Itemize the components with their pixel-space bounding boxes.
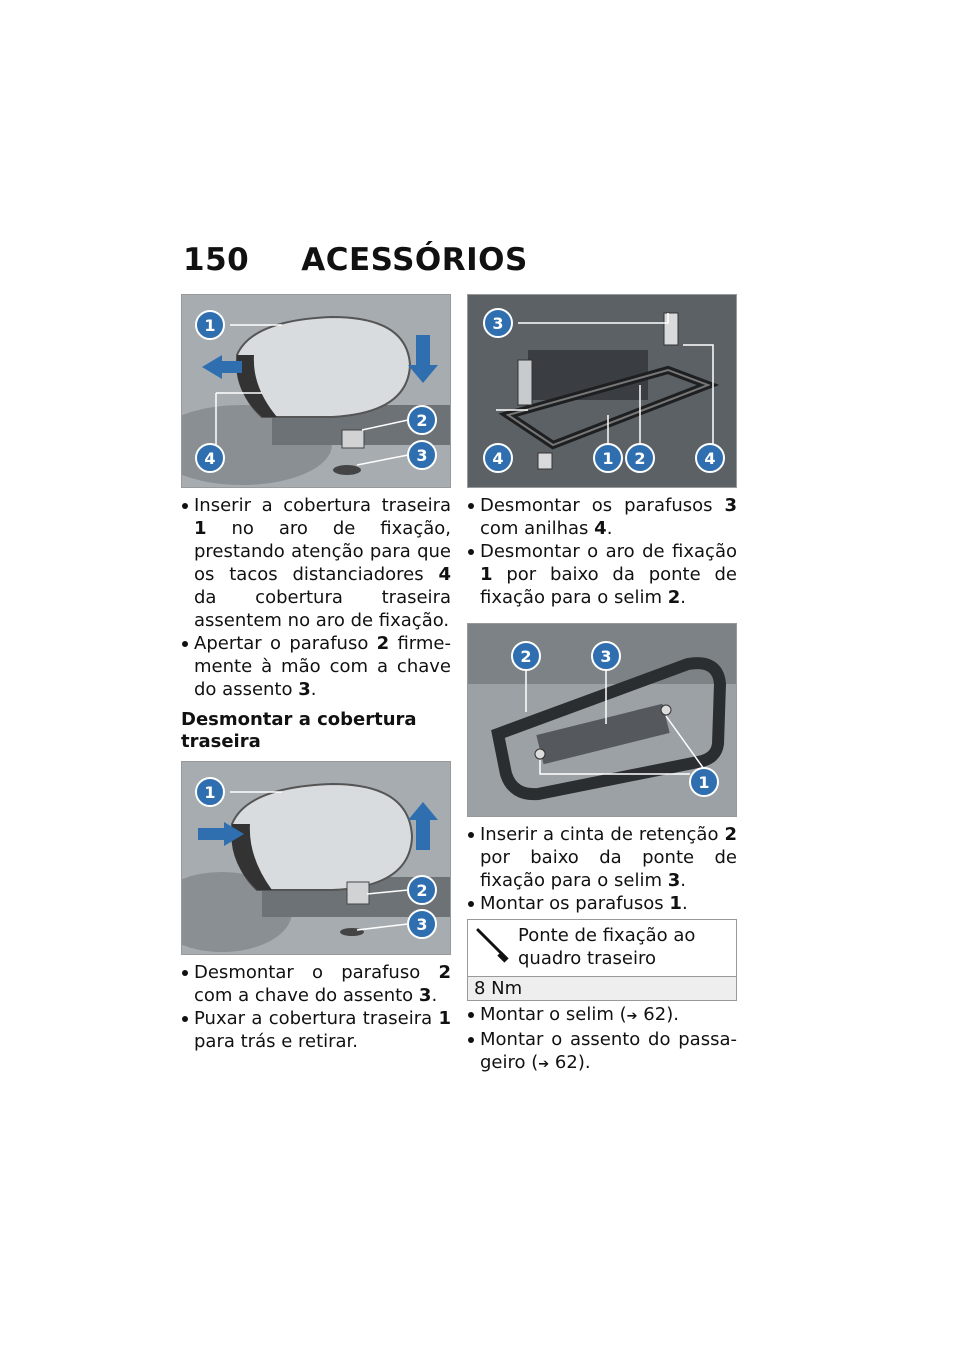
frame-removal-steps (467, 494, 737, 609)
callout-3 (484, 309, 512, 337)
svg-text:3: 3 (600, 647, 612, 666)
figure-retention-strap (467, 623, 737, 817)
page-reference-arrow-icon: ➔ (626, 1009, 638, 1024)
mounting-frame-illustration (468, 295, 736, 487)
page-reference-arrow-icon: ➔ (538, 1057, 550, 1072)
page-number: 150 (183, 242, 250, 278)
svg-text:4: 4 (204, 449, 216, 468)
svg-text:1: 1 (698, 773, 710, 792)
strap-install-steps (467, 823, 737, 915)
callout-1 (690, 768, 718, 796)
callout-2 (408, 876, 436, 904)
callout-3 (408, 441, 436, 469)
final-steps (467, 1003, 737, 1076)
svg-text:2: 2 (634, 449, 646, 468)
page-header (183, 242, 528, 278)
remove-steps (181, 961, 451, 1053)
callout-2 (408, 406, 436, 434)
callout-3 (592, 642, 620, 670)
svg-text:2: 2 (520, 647, 532, 666)
list-item: Puxar a cobertura traseira 1 para trás e retirar. (181, 1007, 451, 1053)
svg-text:1: 1 (204, 316, 216, 335)
callout-3 (408, 910, 436, 938)
svg-text:4: 4 (492, 449, 504, 468)
list-item: Montar o assento do passa-geiro (➔ 62). (467, 1028, 737, 1076)
torque-wrench-icon (474, 924, 518, 970)
svg-text:1: 1 (204, 783, 216, 802)
section-title: ACESSÓRIOS (301, 242, 528, 278)
torque-spec-box (467, 919, 737, 1001)
left-column (181, 294, 451, 1053)
list-item: Apertar o parafuso 2 firme-mente à mão com a chave do assento 3. (181, 632, 451, 701)
callout-1 (196, 778, 224, 806)
callout-4 (484, 444, 512, 472)
list-item: Inserir a cobertura traseira 1 no aro de fixação, prestando atenção para que os tacos distanciadores 4 da cobertura traseira assentem no aro de fixação. (181, 494, 451, 632)
rear-cover-install-illustration (182, 295, 450, 487)
callout-2 (626, 444, 654, 472)
figure-remove-rear-cover (181, 761, 451, 955)
torque-spec-value: 8 Nm (468, 977, 736, 1000)
list-item: Inserir a cinta de retenção 2 por baixo da ponte de fixação para o selim 3. (467, 823, 737, 892)
callout-4 (196, 444, 224, 472)
rear-cover-remove-illustration (182, 762, 450, 954)
retention-strap-illustration (468, 624, 736, 816)
svg-text:3: 3 (416, 446, 428, 465)
callout-2 (512, 642, 540, 670)
list-item: Desmontar os parafusos 3 com anilhas 4. (467, 494, 737, 540)
install-steps (181, 494, 451, 701)
callout-1 (196, 311, 224, 339)
figure-install-rear-cover (181, 294, 451, 488)
svg-text:3: 3 (492, 314, 504, 333)
page-reference[interactable]: 62 (554, 1052, 578, 1073)
svg-text:1: 1 (602, 449, 614, 468)
right-column (467, 294, 737, 1076)
svg-text:4: 4 (704, 449, 716, 468)
subheading: Desmontar a cobertura traseira (181, 709, 417, 752)
callout-1 (594, 444, 622, 472)
svg-text:2: 2 (416, 411, 428, 430)
figure-mounting-frame (467, 294, 737, 488)
list-item: Desmontar o aro de fixação 1 por baixo da ponte de fixação para o selim 2. (467, 540, 737, 609)
svg-text:2: 2 (416, 881, 428, 900)
list-item: Desmontar o parafuso 2 com a chave do assento 3. (181, 961, 451, 1007)
svg-text:3: 3 (416, 915, 428, 934)
page-reference[interactable]: 62 (643, 1004, 667, 1025)
torque-spec-label: Ponte de fixação ao quadro traseiro (518, 925, 696, 969)
list-item: Montar os parafusos 1. (467, 892, 737, 915)
list-item: Montar o selim (➔ 62). (467, 1003, 737, 1028)
callout-4 (696, 444, 724, 472)
